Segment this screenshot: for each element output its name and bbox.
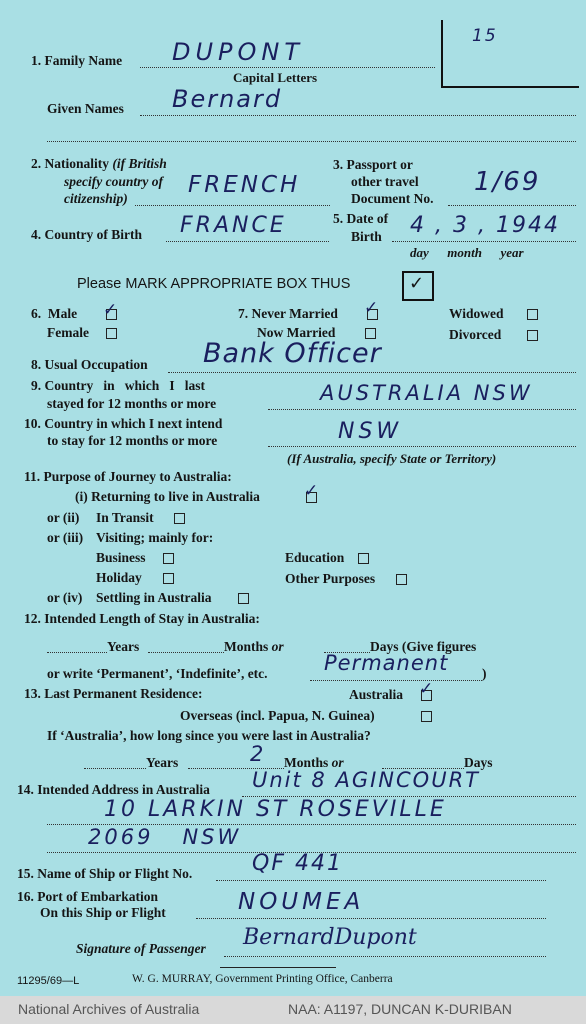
last-country-label-1: 9. Country in which I last [31,378,206,393]
address-line-2: 10 LARKIN ST ROSEVILLE [104,797,447,822]
holiday-label: Holiday [96,570,142,585]
mark-instruction: Please MARK APPROPRIATE BOX THUS [77,276,351,292]
stay-years-label: Years [107,639,140,654]
divorced-checkbox[interactable] [527,330,538,341]
other-purposes-label: Other Purposes [285,571,376,586]
printer-rule [220,967,336,968]
last-residence-label: 13. Last Permanent Residence: [24,686,203,701]
nationality-value: FRENCH [188,172,301,198]
residence-days-label: Days [464,755,493,770]
signature-value: BernardDupont [243,925,417,950]
footer-right: NAA: A1197, DUNCAN K-DURIBAN [288,1001,512,1017]
purpose-label: 11. Purpose of Journey to Australia: [24,469,232,484]
stay-close-paren: ) [482,666,487,681]
given-names-label: Given Names [47,101,124,116]
last-country-label-2: stayed for 12 months or more [47,396,217,411]
length-of-stay-label: 12. Intended Length of Stay in Australia: [24,611,260,626]
residence-years-label: Years [146,755,179,770]
male-label: 6. Male [31,306,78,321]
port-label-1: 16. Port of Embarkation [17,889,158,904]
form-code: 11295/69—L [17,975,80,987]
never-married-label: 7. Never Married [238,306,338,321]
family-name-label: 1. Family Name [31,53,123,68]
next-country-label-1: 10. Country in which I next intend [24,416,223,431]
next-country-label-2: to stay for 12 months or more [47,433,218,448]
corner-frame [441,20,579,88]
dob-value: 4 , 3 , 1944 [410,213,560,238]
passport-label-2: other travel [351,174,419,189]
last-country-value: AUSTRALIA NSW [320,381,533,405]
footer-left: National Archives of Australia [18,1001,200,1017]
widowed-label: Widowed [449,306,504,321]
passport-label-3: Document No. [351,191,434,206]
business-checkbox[interactable] [163,553,174,564]
settling-checkbox[interactable] [238,593,249,604]
port-label-2: On this Ship or Flight [40,905,166,920]
address-label: 14. Intended Address in Australia [17,782,210,797]
other-purposes-checkbox[interactable] [396,574,407,585]
education-checkbox[interactable] [358,553,369,564]
dob-label-1: 5. Date of [333,211,389,226]
capital-letters-caption: Capital Letters [233,70,318,85]
female-label: Female [47,325,89,340]
stay-days-label: Days (Give figures [370,639,477,654]
given-names-value: Bernard [172,85,283,113]
australia-tick-icon: ✓ [419,679,434,699]
last-in-australia-question: If ‘Australia’, how long since you were last in Australia? [47,728,371,743]
residence-months-value: 2 [250,742,266,766]
returning-tick-icon: ✓ [304,481,319,501]
overseas-checkbox[interactable] [421,711,432,722]
family-name-value: DUPONT [172,38,305,66]
passport-value: 1/69 [474,167,541,197]
signature-label: Signature of Passenger [76,941,206,956]
dob-label-2: Birth [351,229,382,244]
next-country-note: (If Australia, specify State or Territory) [287,451,497,466]
check-mark-icon: ✓ [409,273,425,294]
card-number: 15 [472,26,498,46]
port-value: NOUMEA [238,889,365,915]
male-tick-icon: ✓ [103,300,118,320]
transit-prefix: or (ii) [47,510,80,525]
next-country-value: NSW [338,419,403,444]
transit-label: In Transit [96,510,154,525]
ship-label: 15. Name of Ship or Flight No. [17,866,193,881]
archive-footer [0,996,586,1024]
business-label: Business [96,550,146,565]
nationality-label: 2. Nationality (if British [31,156,167,171]
transit-checkbox[interactable] [174,513,185,524]
occupation-label: 8. Usual Occupation [31,357,148,372]
holiday-checkbox[interactable] [163,573,174,584]
australia-label: Australia [349,687,403,702]
address-line-3: 2069 NSW [88,825,242,849]
country-of-birth-label: 4. Country of Birth [31,227,142,242]
settling-label: Settling in Australia [96,590,212,605]
stay-write-label: or write ‘Permanent’, ‘Indefinite’, etc. [47,666,268,681]
printer-credit: W. G. MURRAY, Government Printing Office, Canberra [132,973,393,985]
education-label: Education [285,550,345,565]
never-married-tick-icon: ✓ [364,298,379,318]
now-married-label: Now Married [257,325,336,340]
overseas-label: Overseas (incl. Papua, N. Guinea) [180,708,375,723]
female-checkbox[interactable] [106,328,117,339]
nationality-note-2: specify country of [64,174,163,189]
widowed-checkbox[interactable] [527,309,538,320]
dob-caption: day month year [410,245,524,260]
visiting-label: Visiting; mainly for: [96,530,214,545]
stay-value: Permanent [324,651,449,675]
divorced-label: Divorced [449,327,502,342]
passport-label-1: 3. Passport or [333,157,413,172]
stay-months-label: Months or [224,639,284,654]
residence-months-label: Months or [284,755,344,770]
visiting-prefix: or (iii) [47,530,84,545]
ship-value: QF 441 [252,851,343,876]
nationality-note-3: citizenship) [64,191,128,206]
country-of-birth-value: FRANCE [180,213,287,238]
settling-prefix: or (iv) [47,590,83,605]
occupation-value: Bank Officer [203,338,382,369]
returning-label: (i) Returning to live in Australia [75,489,260,504]
address-line-1: Unit 8 AGINCOURT [252,768,480,792]
